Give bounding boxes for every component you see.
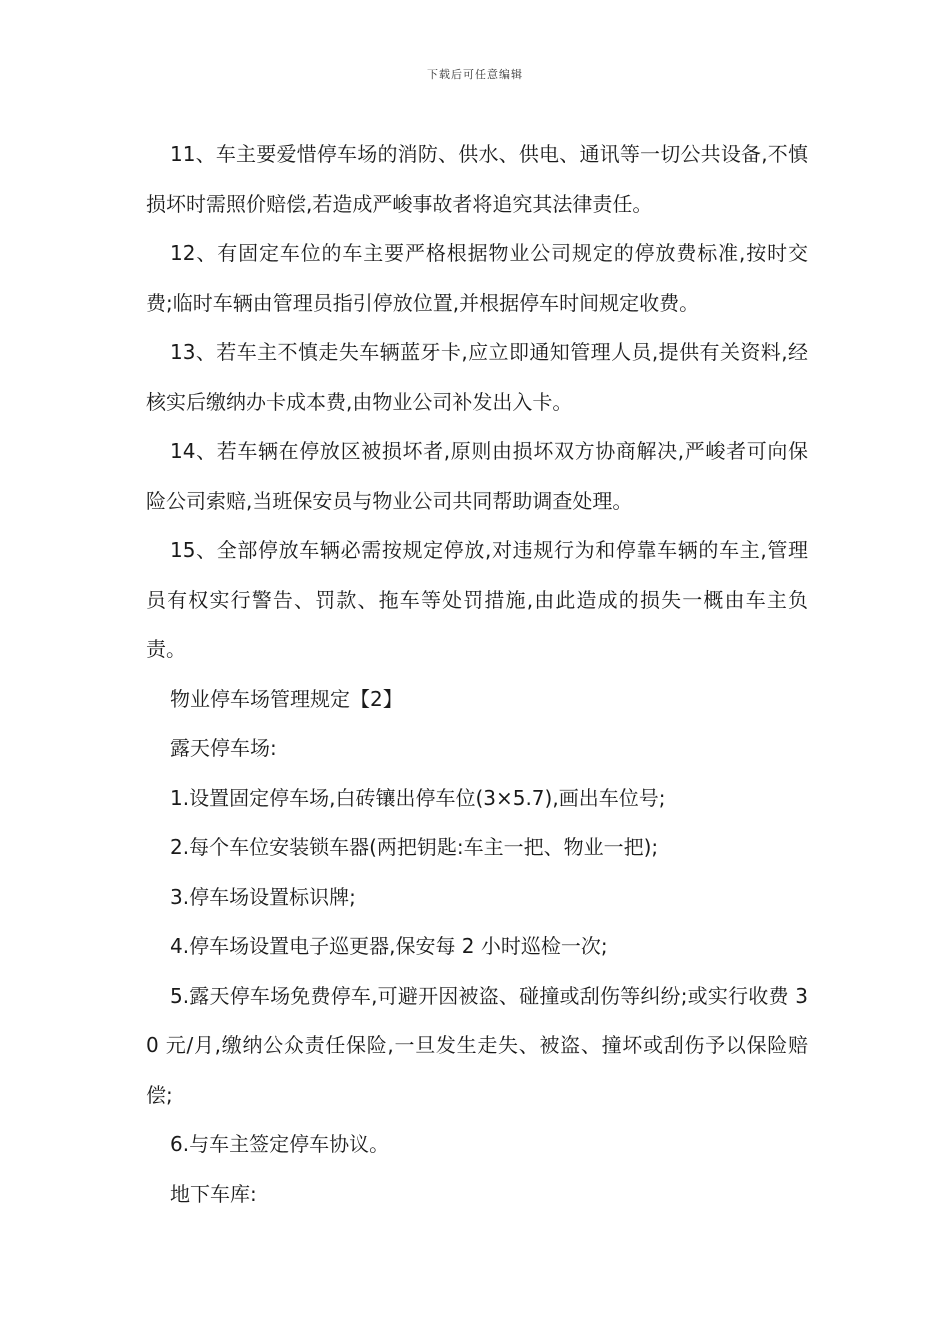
paragraph-rule-12: 12、有固定车位的车主要严格根据物业公司规定的停放费标准,按时交费;临时车辆由管理员指引停放位置,并根据停车时间规定收费。: [146, 241, 808, 315]
subheading-outdoor-parking: 露天停车场:: [170, 736, 277, 760]
paragraph-rule-13: 13、若车主不慎走失车辆蓝牙卡,应立即通知管理人员,提供有关资料,经核实后缴纳办卡成本费,由物业公司补发出入卡。: [146, 340, 808, 414]
paragraph-rule-15: 15、全部停放车辆必需按规定停放,对违规行为和停靠车辆的车主,管理员有权实行警告、罚款、拖车等处罚措施,由此造成的损失一概由车主负责。: [146, 538, 808, 661]
list-item-4: 4.停车场设置电子巡更器,保安每 2 小时巡检一次;: [170, 934, 608, 958]
page-header: 下载后可任意编辑: [427, 68, 523, 81]
document-body: [146, 130, 808, 1219]
list-item-1: 1.设置固定停车场,白砖镶出停车位(3×5.7),画出车位号;: [170, 785, 666, 810]
subheading-underground-garage: 地下车库:: [170, 1181, 257, 1206]
list-item-2: 2.每个车位安装锁车器(两把钥匙:车主一把、物业一把);: [170, 835, 659, 859]
list-item-5: 5.露天停车场免费停车,可避开因被盗、碰撞或刮伤等纠纷;或实行收费 30 元/月,缴纳公众责任保险,一旦发生走失、被盗、撞坏或刮伤予以保险赔偿;: [146, 983, 808, 1107]
list-item-3: 3.停车场设置标识牌;: [170, 884, 356, 909]
list-item-6: 6.与车主签定停车协议。: [170, 1132, 390, 1156]
section-heading: 物业停车场管理规定【2】: [170, 686, 403, 711]
paragraph-rule-11: 11、车主要爱惜停车场的消防、供水、供电、通讯等一切公共设备,不慎损坏时需照价赔偿,若造成严峻事故者将追究其法律责任。: [146, 142, 808, 216]
paragraph-rule-14: 14、若车辆在停放区被损坏者,原则由损坏双方协商解决,严峻者可向保险公司索赔,当班保安员与物业公司共同帮助调查处理。: [146, 439, 808, 513]
